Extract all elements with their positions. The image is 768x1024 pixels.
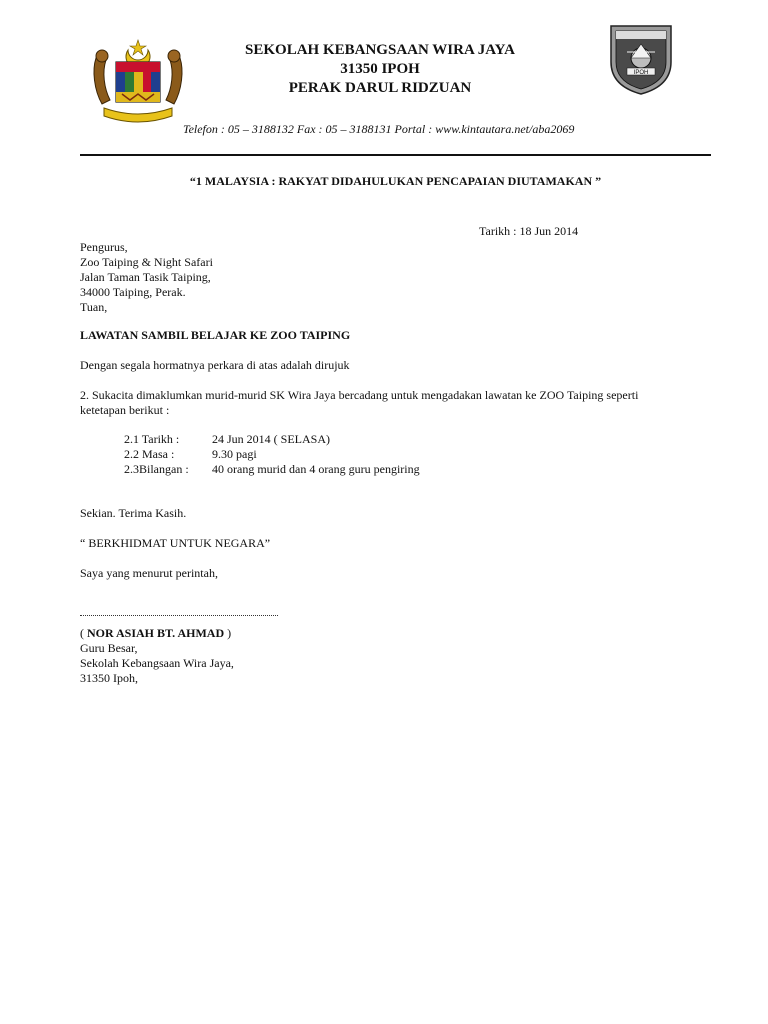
header-divider <box>80 154 711 156</box>
letter-date: Tarikh : 18 Jun 2014 <box>479 224 579 238</box>
school-crest-icon <box>607 22 675 96</box>
signature-line <box>80 614 278 616</box>
recipient-line: Jalan Taman Tasik Taiping, <box>80 270 211 284</box>
signatory-school: Sekolah Kebangsaan Wira Jaya, <box>80 656 234 670</box>
crest-label: IPOH <box>633 70 649 76</box>
recipient-line: 34000 Taiping, Perak. <box>80 285 186 299</box>
slogan: “ BERKHIDMAT UNTUK NEGARA” <box>80 536 271 550</box>
sign-off: Saya yang menurut perintah, <box>80 566 218 580</box>
signatory-city: 31350 Ipoh, <box>80 671 138 685</box>
detail-label: 2.2 Masa : <box>124 447 175 461</box>
salutation: Tuan, <box>80 300 108 314</box>
detail-row-time <box>124 447 257 462</box>
paren-close: ) <box>224 626 232 640</box>
detail-label: 2.3Bilangan : <box>124 462 189 476</box>
school-postcode-city: 31350 IPOH <box>340 61 420 77</box>
recipient-line: Pengurus, <box>80 240 128 254</box>
closing-line: Sekian. Terima Kasih. <box>80 506 187 520</box>
paragraph-2-line-1: 2. Sukacita dimaklumkan murid-murid SK Wira Jaya bercadang untuk mengadakan lawatan ke ZOO Taiping seperti <box>80 388 639 402</box>
signatory-name: NOR ASIAH BT. AHMAD <box>87 626 225 640</box>
letter-subject: LAWATAN SAMBIL BELAJAR KE ZOO TAIPING <box>80 328 351 342</box>
signatory-name-line <box>80 626 231 641</box>
detail-row-date <box>124 432 331 447</box>
detail-value: 9.30 pagi <box>212 447 257 461</box>
detail-row-count <box>124 462 420 477</box>
school-state: PERAK DARUL RIDZUAN <box>288 80 472 96</box>
motto: “1 MALAYSIA : RAKYAT DIDAHULUKAN PENCAPAIAN DIUTAMAKAN ” <box>189 174 602 188</box>
school-name: SEKOLAH KEBANGSAAN WIRA JAYA <box>245 42 515 58</box>
coat-of-arms-icon <box>90 38 186 126</box>
paragraph-1: Dengan segala hormatnya perkara di atas adalah dirujuk <box>80 358 350 372</box>
detail-label: 2.1 Tarikh : <box>124 432 180 446</box>
signatory-title: Guru Besar, <box>80 641 138 655</box>
recipient-line: Zoo Taiping & Night Safari <box>80 255 213 269</box>
paren-open: ( <box>80 626 87 640</box>
detail-value: 24 Jun 2014 ( SELASA) <box>212 432 331 446</box>
contact-line: Telefon : 05 – 3188132 Fax : 05 – 3188131 Portal : www.kintautara.net/aba2069 <box>183 122 575 136</box>
detail-value: 40 orang murid dan 4 orang guru pengiring <box>212 462 420 476</box>
paragraph-2-line-2: ketetapan berikut : <box>80 403 170 417</box>
